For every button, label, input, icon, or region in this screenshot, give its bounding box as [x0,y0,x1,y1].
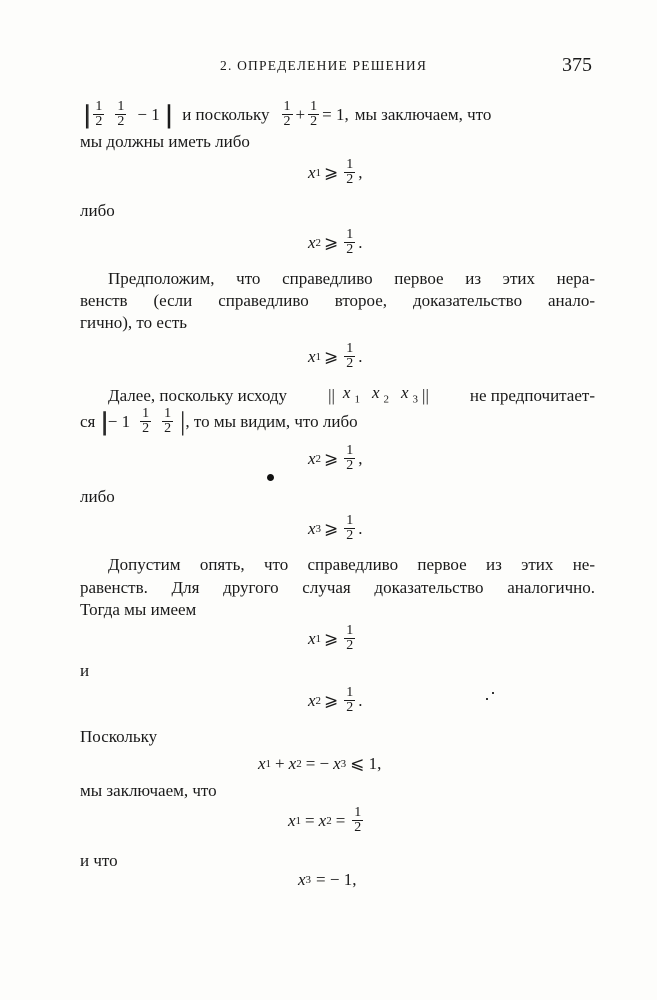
paragraph-2-line-2: венств (если справедливо второе, доказательство анало- [80,291,595,310]
vec-fraction-1: $\frac{1}{2}$ [95,99,103,129]
paragraph-4-line-2: равенств. Для другого случая доказательство аналогично. [80,578,595,597]
formula-x1-geq-half-3: x 1 ⩾ $\frac{1}{2}$ [308,623,354,653]
p1-text-1: и поскольку [182,104,270,124]
vec2-entry-1: − 1 [107,411,131,431]
speck-2 [486,698,488,700]
sum-fraction-2: $\frac{1}{2}$ [310,99,318,129]
outcome-vector: || x $_1$ x $_2$ x $_3$ || [328,383,429,406]
paragraph-4-line-1: Допустим опять, что справедливо первое из этих не- [108,555,595,574]
word-libo-2: либо [80,487,115,506]
sum-result: = 1, [322,104,349,124]
p1-text-2: мы заключаем, что [354,104,492,124]
formula-x1-eq-x2-eq-half: x 1 = x 2 = $\frac{1}{2}$ [288,805,362,835]
norm-bar-right-2: | [180,406,182,436]
norm-bar-left: || [84,99,87,129]
line-my-zaklyuchaem: мы заключаем, что [80,781,217,800]
word-poskolku: Поскольку [80,727,158,746]
vec-fraction-2: $\frac{1}{2}$ [117,99,125,129]
vec2-fraction-2: $\frac{1}{2}$ [164,406,172,436]
formula-x1-geq-half-2: x 1 ⩾ $\frac{1}{2}$ . [308,341,363,371]
formula-x2-geq-half: x 2 ⩾ $\frac{1}{2}$ . [308,227,363,257]
formula-sum-leq-one: x 1 + x 2 = − x 3 ⩽ 1, [258,754,382,773]
line-i-chto: и что [80,851,118,870]
norm-bar-right: || [165,99,169,129]
paragraph-1-line-2: мы должны иметь либо [80,132,250,151]
plus-sign: + [295,104,306,124]
page-number: 375 [562,54,592,76]
word-i: и [80,661,90,680]
sum-fraction-1: $\frac{1}{2}$ [283,99,291,129]
formula-x1-geq-half: x 1 ⩾ $\frac{1}{2}$ , [308,157,363,187]
speck-1 [492,692,494,694]
paragraph-1-line-1 [80,100,595,129]
paragraph-3-line-2 [80,407,595,436]
p3-text-1: Далее, поскольку исходу [108,386,288,406]
p3-text-4: , то мы видим, что либо [185,411,358,431]
vec-entry-3: − 1 [137,104,160,124]
p3-text-2: не предпочитает- [469,386,595,406]
formula-x2-geq-half-3: x 2 ⩾ $\frac{1}{2}$ . [308,685,363,715]
paragraph-4-line-3: Тогда мы имеем [80,600,197,619]
formula-x3-eq-minus-one: x 3 = − 1, [298,870,357,889]
paragraph-2-line-3: гично), то есть [80,313,188,332]
ink-blot [267,474,274,481]
p3-text-3: ся [80,411,96,431]
vec2-fraction-1: $\frac{1}{2}$ [142,406,150,436]
formula-x3-geq-half: x 3 ⩾ $\frac{1}{2}$ . [308,513,363,543]
word-libo-1: либо [80,201,115,220]
norm-bar-left-2: || [101,406,104,436]
formula-x2-geq-half-2: x 2 ⩾ $\frac{1}{2}$ , [308,443,363,473]
paragraph-2-line-1: Предположим, что справедливо первое из этих нера- [108,269,595,288]
header-title: 2. ОПРЕДЕЛЕНИЕ РЕШЕНИЯ [220,58,428,73]
